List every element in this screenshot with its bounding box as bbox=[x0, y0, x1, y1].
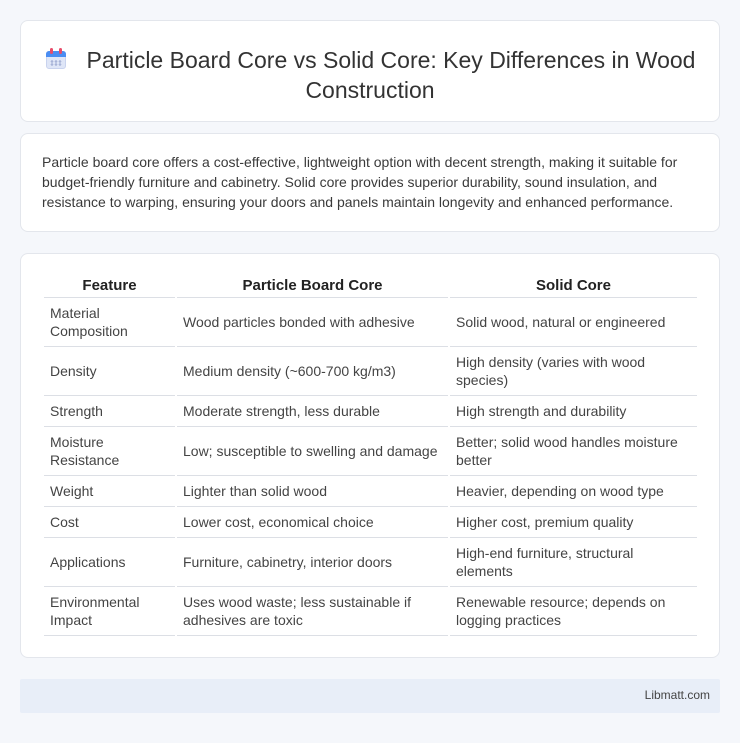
table-row bbox=[44, 587, 697, 636]
header-feature: Feature bbox=[44, 274, 175, 298]
feature-cell: Cost bbox=[44, 507, 175, 538]
footer-brand-link[interactable]: Libmatt.com bbox=[644, 688, 710, 702]
table-row bbox=[44, 507, 697, 538]
header-particle-board: Particle Board Core bbox=[177, 274, 448, 298]
table-row bbox=[44, 298, 697, 347]
table-row bbox=[44, 347, 697, 396]
table-row bbox=[44, 427, 697, 476]
header-solid-core: Solid Core bbox=[450, 274, 697, 298]
solid-core-cell: Higher cost, premium quality bbox=[450, 507, 697, 538]
table-row bbox=[44, 476, 697, 507]
table-header-row bbox=[44, 274, 697, 298]
calendar-icon bbox=[45, 48, 67, 70]
particle-board-cell: Lower cost, economical choice bbox=[177, 507, 448, 538]
page-title: Particle Board Core vs Solid Core: Key Differences in Wood Construction bbox=[86, 47, 696, 103]
solid-core-cell: High strength and durability bbox=[450, 396, 697, 427]
page-title-block bbox=[21, 45, 719, 105]
particle-board-cell: Lighter than solid wood bbox=[177, 476, 448, 507]
summary-text: Particle board core offers a cost-effective, lightweight option with decent strength, making it suitable for budget-friendly furniture and cabinetry. Solid core provides superior durability, sound insulation, and resistance to warping, ensuring your doors and panels maintain longevity and enhanced performance. bbox=[42, 154, 678, 210]
solid-core-cell: High density (varies with wood species) bbox=[450, 347, 697, 396]
particle-board-cell: Wood particles bonded with adhesive bbox=[177, 298, 448, 347]
solid-core-cell: Solid wood, natural or engineered bbox=[450, 298, 697, 347]
feature-cell: Strength bbox=[44, 396, 175, 427]
solid-core-cell: Better; solid wood handles moisture better bbox=[450, 427, 697, 476]
title-card bbox=[20, 20, 720, 122]
feature-cell: Moisture Resistance bbox=[44, 427, 175, 476]
feature-cell: Density bbox=[44, 347, 175, 396]
particle-board-cell: Medium density (~600-700 kg/m3) bbox=[177, 347, 448, 396]
solid-core-cell: High-end furniture, structural elements bbox=[450, 538, 697, 587]
particle-board-cell: Uses wood waste; less sustainable if adhesives are toxic bbox=[177, 587, 448, 636]
feature-cell: Material Composition bbox=[44, 298, 175, 347]
solid-core-cell: Renewable resource; depends on logging practices bbox=[450, 587, 697, 636]
feature-cell: Environmental Impact bbox=[44, 587, 175, 636]
feature-cell: Applications bbox=[44, 538, 175, 587]
solid-core-cell: Heavier, depending on wood type bbox=[450, 476, 697, 507]
particle-board-cell: Moderate strength, less durable bbox=[177, 396, 448, 427]
comparison-card bbox=[20, 253, 720, 658]
particle-board-cell: Low; susceptible to swelling and damage bbox=[177, 427, 448, 476]
table-row bbox=[44, 538, 697, 587]
summary-card bbox=[20, 133, 720, 232]
table-row bbox=[44, 396, 697, 427]
footer-bar bbox=[20, 679, 720, 713]
comparison-table bbox=[42, 274, 699, 636]
particle-board-cell: Furniture, cabinetry, interior doors bbox=[177, 538, 448, 587]
feature-cell: Weight bbox=[44, 476, 175, 507]
